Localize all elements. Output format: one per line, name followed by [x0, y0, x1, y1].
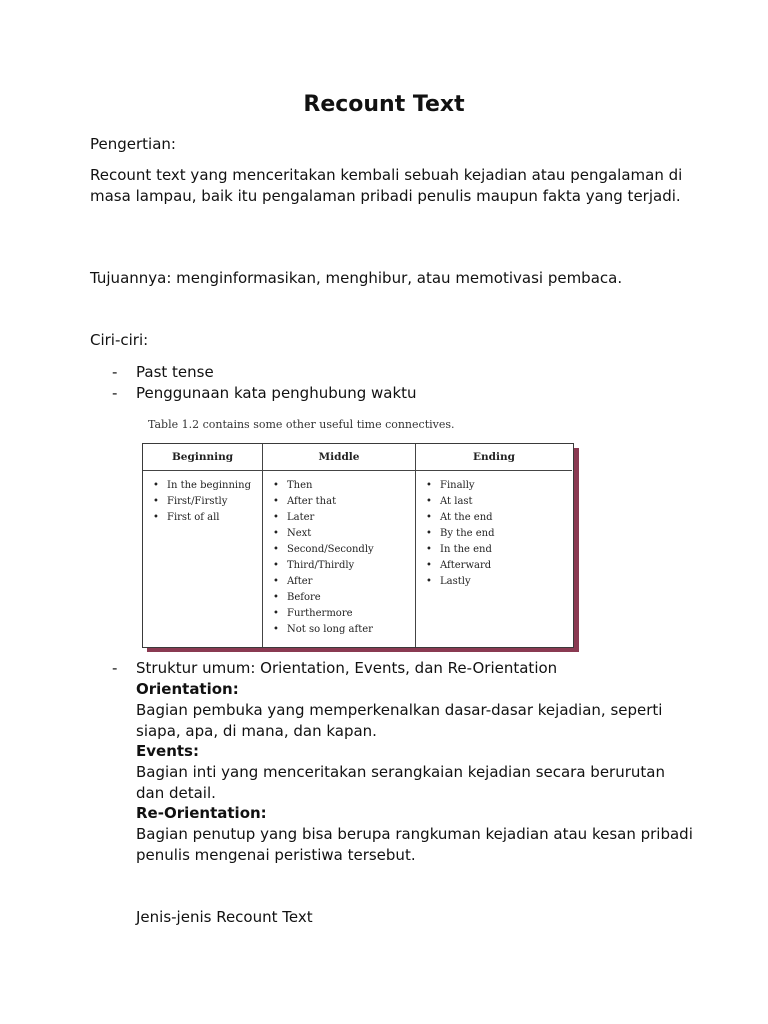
- table-cell-item: • Second/Secondly: [273, 542, 415, 558]
- table-cell-item: • Finally: [426, 478, 572, 494]
- table-cell-item: • First/Firstly: [153, 494, 262, 510]
- table-column-ending: [415, 444, 572, 647]
- reorientation-text: Bagian penutup yang bisa berupa rangkuman kejadian atau kesan pribadi penulis mengenai peristiwa tersebut.: [136, 825, 693, 864]
- events-heading: [136, 741, 696, 762]
- bullet-text: Penggunaan kata penghubung waktu: [136, 384, 417, 402]
- pengertian-paragraph: Recount text yang menceritakan kembali sebuah kejadian atau pengalaman di masa lampau, baik itu pengalaman pribadi penulis maupun fakta yang terjadi.: [90, 166, 683, 205]
- table-cell-item: • First of all: [153, 510, 262, 526]
- tujuan-paragraph: Tujuannya: menginformasikan, menghibur, atau memotivasi pembaca.: [90, 269, 623, 287]
- table-cell-item: • Before: [273, 590, 415, 606]
- table-cell-item: • In the beginning: [153, 478, 262, 494]
- bullet-dash: -: [112, 384, 118, 402]
- table-cell-item: • Later: [273, 510, 415, 526]
- table-column-list: [263, 471, 415, 638]
- table-header: Ending: [416, 444, 572, 471]
- table-column-list: [143, 471, 262, 526]
- bullet-dash: -: [112, 659, 118, 677]
- table-cell-item: • After: [273, 574, 415, 590]
- table-cell-item: • Afterward: [426, 558, 572, 574]
- time-connectives-figure: [142, 414, 582, 654]
- jenis-heading: Jenis-jenis Recount Text: [136, 908, 313, 926]
- table-column-beginning: [143, 444, 262, 647]
- table-cell-item: • Not so long after: [273, 622, 415, 638]
- bullet-text: Struktur umum: Orientation, Events, dan Re-Orientation: [136, 659, 558, 677]
- table-cell-item: • In the end: [426, 542, 572, 558]
- table-column-list: [416, 471, 572, 590]
- ciri-label: Ciri-ciri:: [90, 331, 149, 349]
- table-column-middle: [262, 444, 415, 647]
- events-label: Events:: [136, 742, 199, 760]
- bullet-text: Past tense: [136, 363, 214, 381]
- orientation-label: Orientation:: [136, 680, 239, 698]
- table-cell-item: • At last: [426, 494, 572, 510]
- table-cell-item: • Furthermore: [273, 606, 415, 622]
- time-connectives-table: [142, 443, 574, 648]
- reorientation-heading: [136, 803, 696, 824]
- orientation-heading: [136, 679, 696, 700]
- reorientation-label: Re-Orientation:: [136, 804, 267, 822]
- table-cell-item: • At the end: [426, 510, 572, 526]
- table-cell-item: • Next: [273, 526, 415, 542]
- orientation-text: Bagian pembuka yang memperkenalkan dasar-dasar kejadian, seperti siapa, apa, di mana, dan kapan.: [136, 701, 663, 740]
- events-text: Bagian inti yang menceritakan serangkaian kejadian secara berurutan dan detail.: [136, 763, 665, 802]
- table-cell-item: • Then: [273, 478, 415, 494]
- table-cell-item: • By the end: [426, 526, 572, 542]
- table-header: Middle: [263, 444, 415, 471]
- table-header: Beginning: [143, 444, 262, 471]
- pengertian-label: Pengertian:: [90, 135, 176, 153]
- figure-caption: Table 1.2 contains some other useful time connectives.: [148, 418, 455, 431]
- table-cell-item: • Lastly: [426, 574, 572, 590]
- table-cell-item: • After that: [273, 494, 415, 510]
- page-title: Recount Text: [303, 92, 465, 117]
- table-cell-item: • Third/Thirdly: [273, 558, 415, 574]
- bullet-dash: -: [112, 363, 118, 381]
